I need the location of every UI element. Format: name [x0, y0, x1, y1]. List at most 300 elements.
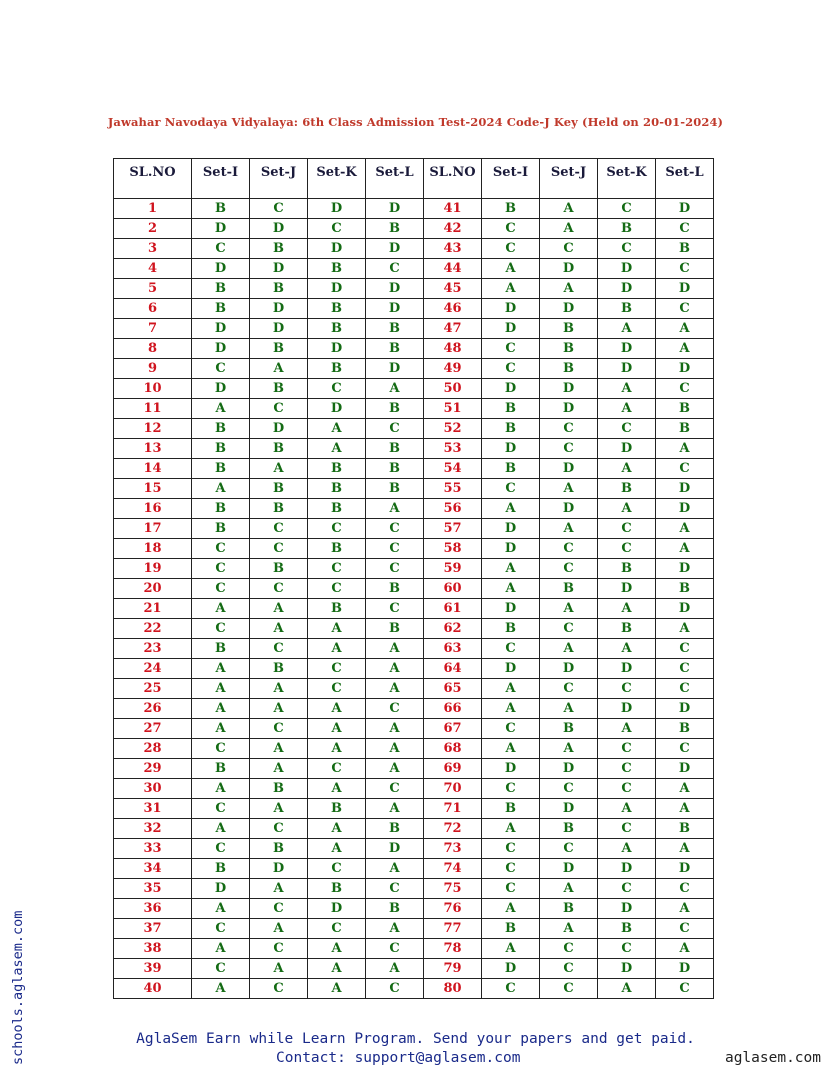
serial-number-cell: 56 — [424, 499, 482, 519]
answer-cell: D — [540, 499, 598, 519]
answer-cell: B — [192, 299, 250, 319]
answer-cell: C — [598, 779, 656, 799]
answer-cell: A — [540, 879, 598, 899]
serial-number-cell: 13 — [114, 439, 192, 459]
answer-cell: C — [598, 199, 656, 219]
answer-cell: C — [540, 619, 598, 639]
answer-cell: C — [656, 379, 714, 399]
answer-cell: C — [366, 259, 424, 279]
answer-cell: D — [482, 299, 540, 319]
answer-cell: A — [308, 419, 366, 439]
answer-cell: C — [482, 979, 540, 999]
answer-cell: D — [540, 659, 598, 679]
answer-cell: C — [192, 619, 250, 639]
table-row — [114, 619, 714, 639]
serial-number-cell: 64 — [424, 659, 482, 679]
answer-cell: C — [482, 639, 540, 659]
answer-cell: A — [192, 699, 250, 719]
answer-cell: D — [540, 259, 598, 279]
answer-cell: A — [192, 479, 250, 499]
answer-cell: A — [366, 759, 424, 779]
serial-number-cell: 36 — [114, 899, 192, 919]
answer-cell: B — [250, 559, 308, 579]
answer-cell: A — [656, 439, 714, 459]
answer-cell: C — [482, 479, 540, 499]
serial-number-cell: 30 — [114, 779, 192, 799]
answer-cell: D — [598, 259, 656, 279]
table-row — [114, 639, 714, 659]
answer-cell: C — [656, 679, 714, 699]
answer-cell: B — [482, 919, 540, 939]
answer-cell: B — [482, 399, 540, 419]
answer-cell: B — [308, 479, 366, 499]
answer-cell: C — [250, 939, 308, 959]
answer-cell: D — [482, 379, 540, 399]
table-row — [114, 679, 714, 699]
answer-cell: C — [192, 959, 250, 979]
answer-cell: A — [250, 359, 308, 379]
serial-number-cell: 33 — [114, 839, 192, 859]
answer-cell: D — [540, 399, 598, 419]
answer-cell: B — [598, 219, 656, 239]
answer-cell: A — [482, 899, 540, 919]
column-header-set: Set-K — [308, 159, 366, 199]
table-row — [114, 739, 714, 759]
answer-cell: C — [250, 399, 308, 419]
table-row — [114, 879, 714, 899]
serial-number-cell: 48 — [424, 339, 482, 359]
answer-cell: D — [540, 859, 598, 879]
serial-number-cell: 73 — [424, 839, 482, 859]
serial-number-cell: 65 — [424, 679, 482, 699]
answer-cell: A — [656, 899, 714, 919]
serial-number-cell: 21 — [114, 599, 192, 619]
answer-cell: D — [482, 599, 540, 619]
answer-cell: A — [250, 739, 308, 759]
answer-cell: C — [192, 579, 250, 599]
answer-cell: D — [192, 219, 250, 239]
answer-cell: A — [308, 979, 366, 999]
answer-cell: C — [308, 379, 366, 399]
table-row — [114, 239, 714, 259]
answer-cell: A — [482, 739, 540, 759]
answer-cell: B — [192, 419, 250, 439]
table-row — [114, 559, 714, 579]
serial-number-cell: 55 — [424, 479, 482, 499]
answer-cell: D — [308, 239, 366, 259]
answer-cell: C — [250, 579, 308, 599]
serial-number-cell: 75 — [424, 879, 482, 899]
answer-cell: A — [366, 859, 424, 879]
table-row — [114, 839, 714, 859]
answer-cell: C — [656, 219, 714, 239]
answer-cell: C — [482, 879, 540, 899]
answer-cell: C — [656, 919, 714, 939]
answer-cell: C — [192, 359, 250, 379]
table-row — [114, 419, 714, 439]
serial-number-cell: 25 — [114, 679, 192, 699]
answer-cell: C — [366, 979, 424, 999]
answer-cell: A — [366, 639, 424, 659]
answer-cell: C — [366, 559, 424, 579]
answer-cell: A — [366, 679, 424, 699]
serial-number-cell: 62 — [424, 619, 482, 639]
answer-cell: C — [656, 459, 714, 479]
answer-cell: B — [308, 799, 366, 819]
serial-number-cell: 6 — [114, 299, 192, 319]
answer-cell: A — [366, 719, 424, 739]
answer-cell: C — [598, 239, 656, 259]
answer-cell: A — [250, 679, 308, 699]
answer-cell: D — [540, 759, 598, 779]
answer-cell: C — [308, 559, 366, 579]
answer-cell: C — [482, 779, 540, 799]
serial-number-cell: 72 — [424, 819, 482, 839]
answer-cell: C — [598, 939, 656, 959]
answer-cell: B — [250, 499, 308, 519]
answer-cell: A — [192, 779, 250, 799]
answer-cell: A — [656, 519, 714, 539]
answer-cell: C — [366, 419, 424, 439]
answer-cell: D — [598, 579, 656, 599]
answer-cell: D — [250, 419, 308, 439]
serial-number-cell: 11 — [114, 399, 192, 419]
serial-number-cell: 15 — [114, 479, 192, 499]
answer-cell: D — [656, 759, 714, 779]
answer-cell: C — [192, 919, 250, 939]
answer-cell: A — [598, 799, 656, 819]
serial-number-cell: 38 — [114, 939, 192, 959]
answer-cell: C — [482, 219, 540, 239]
answer-cell: A — [540, 919, 598, 939]
serial-number-cell: 37 — [114, 919, 192, 939]
serial-number-cell: 32 — [114, 819, 192, 839]
answer-cell: A — [656, 339, 714, 359]
serial-number-cell: 12 — [114, 419, 192, 439]
answer-cell: A — [250, 799, 308, 819]
answer-cell: A — [482, 699, 540, 719]
answer-cell: D — [598, 359, 656, 379]
serial-number-cell: 59 — [424, 559, 482, 579]
answer-cell: A — [192, 659, 250, 679]
serial-number-cell: 79 — [424, 959, 482, 979]
answer-cell: C — [482, 339, 540, 359]
answer-cell: B — [366, 339, 424, 359]
serial-number-cell: 47 — [424, 319, 482, 339]
answer-cell: C — [598, 819, 656, 839]
table-row — [114, 359, 714, 379]
serial-number-cell: 27 — [114, 719, 192, 739]
answer-cell: A — [656, 319, 714, 339]
answer-cell: A — [540, 599, 598, 619]
answer-cell: A — [308, 939, 366, 959]
answer-cell: D — [656, 959, 714, 979]
answer-cell: C — [192, 539, 250, 559]
answer-cell: D — [598, 859, 656, 879]
answer-cell: C — [598, 759, 656, 779]
answer-cell: A — [250, 459, 308, 479]
answer-cell: D — [192, 259, 250, 279]
answer-cell: D — [366, 839, 424, 859]
answer-cell: B — [308, 499, 366, 519]
answer-cell: B — [192, 439, 250, 459]
answer-cell: D — [656, 279, 714, 299]
answer-cell: C — [192, 239, 250, 259]
answer-cell: A — [540, 479, 598, 499]
answer-cell: C — [192, 739, 250, 759]
answer-cell: D — [540, 799, 598, 819]
table-row — [114, 699, 714, 719]
table-row — [114, 319, 714, 339]
answer-cell: B — [540, 819, 598, 839]
answer-cell: A — [482, 819, 540, 839]
answer-cell: A — [366, 739, 424, 759]
answer-cell: C — [250, 979, 308, 999]
serial-number-cell: 42 — [424, 219, 482, 239]
answer-cell: A — [192, 679, 250, 699]
answer-cell: B — [308, 879, 366, 899]
answer-cell: A — [366, 959, 424, 979]
answer-cell: A — [250, 959, 308, 979]
answer-cell: C — [598, 879, 656, 899]
table-row — [114, 279, 714, 299]
answer-cell: B — [308, 459, 366, 479]
answer-cell: D — [366, 359, 424, 379]
answer-cell: B — [366, 319, 424, 339]
table-row — [114, 299, 714, 319]
table-row — [114, 479, 714, 499]
answer-cell: D — [250, 219, 308, 239]
answer-cell: C — [598, 539, 656, 559]
answer-cell: A — [482, 579, 540, 599]
answer-cell: B — [250, 659, 308, 679]
answer-cell: B — [482, 459, 540, 479]
answer-cell: C — [540, 779, 598, 799]
answer-cell: A — [656, 839, 714, 859]
answer-cell: B — [308, 359, 366, 379]
answer-cell: B — [656, 399, 714, 419]
answer-cell: A — [540, 219, 598, 239]
answer-cell: D — [598, 899, 656, 919]
answer-cell: C — [540, 239, 598, 259]
answer-cell: C — [656, 639, 714, 659]
serial-number-cell: 24 — [114, 659, 192, 679]
answer-cell: C — [598, 739, 656, 759]
answer-cell: A — [656, 539, 714, 559]
answer-cell: A — [598, 399, 656, 419]
serial-number-cell: 80 — [424, 979, 482, 999]
answer-cell: D — [598, 699, 656, 719]
answer-cell: B — [540, 719, 598, 739]
answer-cell: A — [308, 719, 366, 739]
serial-number-cell: 57 — [424, 519, 482, 539]
answer-cell: A — [598, 719, 656, 739]
answer-cell: D — [482, 519, 540, 539]
answer-cell: A — [598, 319, 656, 339]
answer-cell: D — [540, 379, 598, 399]
table-row — [114, 539, 714, 559]
answer-cell: D — [482, 659, 540, 679]
answer-cell: C — [540, 559, 598, 579]
answer-cell: D — [656, 479, 714, 499]
answer-cell: C — [540, 539, 598, 559]
answer-cell: D — [656, 359, 714, 379]
table-row — [114, 219, 714, 239]
answer-cell: D — [192, 379, 250, 399]
answer-cell: B — [192, 639, 250, 659]
serial-number-cell: 76 — [424, 899, 482, 919]
answer-cell: A — [250, 619, 308, 639]
answer-cell: A — [192, 719, 250, 739]
answer-cell: D — [540, 459, 598, 479]
column-header-set: Set-K — [598, 159, 656, 199]
answer-cell: C — [482, 359, 540, 379]
footer-contact: Contact: support@aglasem.com — [276, 1050, 521, 1066]
answer-cell: D — [656, 559, 714, 579]
answer-cell: A — [308, 639, 366, 659]
answer-cell: B — [366, 459, 424, 479]
answer-cell: B — [250, 439, 308, 459]
answer-cell: A — [250, 879, 308, 899]
answer-cell: B — [250, 839, 308, 859]
answer-cell: B — [192, 499, 250, 519]
answer-cell: B — [540, 319, 598, 339]
serial-number-cell: 41 — [424, 199, 482, 219]
answer-cell: A — [192, 979, 250, 999]
serial-number-cell: 10 — [114, 379, 192, 399]
footer-brand: aglasem.com — [724, 1050, 821, 1066]
answer-cell: C — [366, 779, 424, 799]
answer-cell: B — [656, 579, 714, 599]
serial-number-cell: 58 — [424, 539, 482, 559]
answer-cell: D — [308, 279, 366, 299]
answer-cell: D — [308, 899, 366, 919]
table-row — [114, 959, 714, 979]
serial-number-cell: 35 — [114, 879, 192, 899]
serial-number-cell: 69 — [424, 759, 482, 779]
answer-cell: D — [308, 199, 366, 219]
answer-cell: C — [308, 519, 366, 539]
answer-cell: D — [598, 339, 656, 359]
answer-cell: A — [598, 639, 656, 659]
answer-cell: A — [540, 199, 598, 219]
table-row — [114, 199, 714, 219]
answer-cell: B — [366, 899, 424, 919]
serial-number-cell: 39 — [114, 959, 192, 979]
table-row — [114, 939, 714, 959]
serial-number-cell: 22 — [114, 619, 192, 639]
answer-cell: C — [366, 699, 424, 719]
answer-cell: B — [366, 819, 424, 839]
answer-cell: D — [366, 279, 424, 299]
answer-cell: A — [308, 439, 366, 459]
answer-cell: A — [482, 259, 540, 279]
answer-cell: C — [540, 679, 598, 699]
answer-cell: C — [656, 299, 714, 319]
answer-cell: A — [598, 459, 656, 479]
answer-cell: D — [250, 299, 308, 319]
table-row — [114, 859, 714, 879]
answer-cell: A — [656, 799, 714, 819]
answer-cell: C — [482, 859, 540, 879]
answer-cell: C — [250, 539, 308, 559]
answer-cell: A — [308, 839, 366, 859]
answer-cell: D — [192, 879, 250, 899]
serial-number-cell: 28 — [114, 739, 192, 759]
answer-cell: B — [540, 579, 598, 599]
answer-cell: D — [192, 339, 250, 359]
serial-number-cell: 60 — [424, 579, 482, 599]
answer-cell: B — [482, 799, 540, 819]
serial-number-cell: 74 — [424, 859, 482, 879]
answer-cell: C — [540, 979, 598, 999]
answer-cell: D — [598, 659, 656, 679]
answer-cell: A — [250, 699, 308, 719]
answer-cell: C — [540, 939, 598, 959]
column-header-set: Set-I — [192, 159, 250, 199]
answer-cell: C — [308, 579, 366, 599]
table-row — [114, 719, 714, 739]
column-header-set: Set-L — [656, 159, 714, 199]
answer-cell: B — [308, 299, 366, 319]
answer-cell: A — [366, 919, 424, 939]
table-row — [114, 259, 714, 279]
table-row — [114, 399, 714, 419]
column-header-set: Set-J — [540, 159, 598, 199]
answer-cell: B — [598, 299, 656, 319]
answer-cell: C — [482, 839, 540, 859]
answer-cell: B — [192, 519, 250, 539]
serial-number-cell: 14 — [114, 459, 192, 479]
table-row — [114, 919, 714, 939]
answer-cell: A — [308, 619, 366, 639]
table-row — [114, 759, 714, 779]
table-row — [114, 459, 714, 479]
answer-cell: B — [250, 339, 308, 359]
answer-cell: A — [598, 979, 656, 999]
answer-cell: A — [250, 919, 308, 939]
table-row — [114, 579, 714, 599]
answer-cell: B — [250, 379, 308, 399]
answer-cell: B — [482, 419, 540, 439]
answer-cell: A — [540, 639, 598, 659]
answer-cell: D — [366, 239, 424, 259]
answer-cell: B — [308, 539, 366, 559]
serial-number-cell: 31 — [114, 799, 192, 819]
answer-cell: C — [540, 419, 598, 439]
answer-cell: B — [598, 919, 656, 939]
answer-cell: A — [482, 279, 540, 299]
answer-cell: A — [540, 699, 598, 719]
answer-cell: B — [366, 579, 424, 599]
answer-cell: B — [656, 239, 714, 259]
answer-cell: B — [366, 399, 424, 419]
serial-number-cell: 7 — [114, 319, 192, 339]
answer-cell: A — [482, 939, 540, 959]
serial-number-cell: 54 — [424, 459, 482, 479]
answer-cell: A — [540, 739, 598, 759]
table-row — [114, 339, 714, 359]
answer-cell: A — [598, 599, 656, 619]
answer-cell: C — [656, 259, 714, 279]
answer-cell: B — [598, 559, 656, 579]
answer-cell: C — [366, 599, 424, 619]
answer-cell: B — [366, 219, 424, 239]
answer-cell: C — [308, 219, 366, 239]
serial-number-cell: 46 — [424, 299, 482, 319]
answer-cell: B — [540, 339, 598, 359]
answer-cell: A — [308, 779, 366, 799]
